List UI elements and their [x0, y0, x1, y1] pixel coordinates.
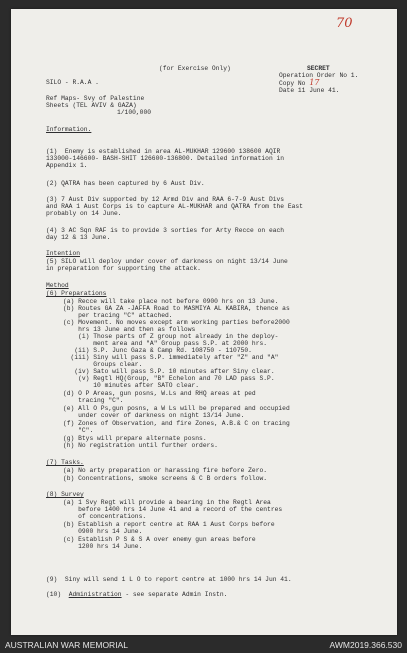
document-page: [11, 9, 397, 635]
secret-label: SECRET: [307, 65, 330, 72]
item-10: (10) Administration - see separate Admin Instn.: [46, 591, 228, 598]
intention-line: in preparation for supporting the attack.: [46, 265, 201, 272]
method-line: hrs 13 June and then as follows: [63, 326, 196, 333]
info-para-1-line: 133000-146600- BASH-SHIT 126600-136800. Detailed information in: [46, 155, 285, 162]
info-para-3-line: probably on 14 June.: [46, 210, 122, 217]
method-heading: Method: [46, 282, 69, 289]
info-para-1-line: Appendix 1.: [46, 162, 88, 169]
survey-heading: (8) Survey: [46, 491, 84, 498]
method-line: (a) Recce will take place not before 0900 hrs on 13 June.: [63, 298, 279, 305]
survey-line: of concentrations.: [63, 513, 147, 520]
method-line: (e) All O Ps,gun posns, a W Ls will be prepared and occupied: [63, 405, 290, 412]
tasks-line: (b) Concentrations, smoke screens & C B orders follow.: [63, 475, 268, 482]
method-line: (f) Zones of Observation, and fire Zones, A.B.& C on tracing: [63, 420, 290, 427]
method-line: (h) No registration until further orders.: [63, 442, 218, 449]
survey-line: (c) Establish P S & S A over enemy gun areas before: [63, 536, 256, 543]
method-line: per tracing "C" attached.: [63, 312, 173, 319]
info-para-3-line: (3) 7 Aust Div supported by 12 Armd Div and RAA 6-7-9 Aust Divs: [46, 196, 285, 203]
intention-heading: Intention: [46, 250, 81, 257]
tasks-line: (a) No arty preparation or harassing fire before Zero.: [63, 467, 268, 474]
info-para-4-line: (4) 3 AC Sqn RAF is to provide 3 sorties for Arty Recce on each: [46, 227, 285, 234]
method-line: 10 minutes after SATO clear.: [63, 382, 200, 389]
info-para-2-line: (2) QATRA has been captured by 6 Aust Div.: [46, 180, 205, 187]
method-line: (c) Movement. No moves except arm working parties before2000: [63, 319, 290, 326]
method-line: under cover of darkness on night 13/14 June.: [63, 412, 245, 419]
intention-line: (5) SILO will deploy under cover of darkness on night 13/14 June: [46, 258, 288, 265]
item-9: (9) Siny will send 1 L O to report centre at 1000 hrs 14 Jun 41.: [46, 576, 292, 583]
order-date: Date 11 June 41.: [279, 87, 340, 94]
method-line: (ii) S.P. Junc Gaza & Camp Rd. 108750 - 110750.: [63, 347, 252, 354]
ref-sheets: Sheets (TEL AVIV & GAZA): [46, 102, 137, 109]
info-para-4-line: day 12 & 13 June.: [46, 234, 111, 241]
survey-line: before 1400 hrs 14 June 41 and a record of the centres: [63, 506, 283, 513]
archive-footer: [0, 637, 407, 653]
survey-line: (b) Establish a report centre at RAA 1 Aust Corps before: [63, 521, 275, 528]
method-line: "C".: [63, 427, 94, 434]
tasks-heading: (7) Tasks.: [46, 459, 84, 466]
operation-order: Operation Order No 1.: [279, 72, 359, 79]
footer-credit: AUSTRALIAN WAR MEMORIAL: [5, 640, 128, 650]
method-line: ment area and "A" Group pass S.P. at 2000 hrs.: [63, 340, 268, 347]
survey-line: (a) 1 Svy Regt will provide a bearing in the Regtl Area: [63, 499, 271, 506]
pen-annotation: 70: [336, 16, 353, 31]
method-line: (i) Those parts of Z group not already in the deploy-: [63, 333, 279, 340]
info-para-3-line: and RAA 1 Aust Corps is to capture AL-MUKHAR and QATRA from the East: [46, 203, 303, 210]
method-line: tracing "C".: [63, 397, 124, 404]
method-line: (iv) Sato will pass S.P. 10 minutes after Siny clear.: [63, 368, 275, 375]
info-para-1-line: (1) Enemy is established in area AL-MUKHAR 129600 138600 AQIR: [46, 148, 281, 155]
survey-line: 0900 hrs 14 June.: [63, 528, 143, 535]
method-line: (iii) Siny will pass S.P. immediately after "Z" and "A": [63, 354, 279, 361]
document-body: [11, 9, 397, 635]
copy-number: Copy No 17: [279, 78, 320, 87]
map-scale: 1/100,000: [117, 109, 152, 116]
survey-line: 1200 hrs 14 June.: [63, 543, 143, 550]
information-heading: Information.: [46, 126, 92, 133]
method-line: (d) O P Areas, gun posns, W.Ls and RHQ areas at ped: [63, 390, 256, 397]
preparations-heading: (6) Preparations: [46, 290, 107, 297]
unit-name: SILO - R.A.A .: [46, 79, 99, 86]
method-line: (g) Btys will prepare alternate posns.: [63, 435, 207, 442]
method-line: Groups clear.: [63, 361, 143, 368]
footer-id: AWM2019.366.530: [329, 640, 402, 650]
exercise-note: (for Exercise Only): [159, 65, 231, 72]
ref-maps: Ref Maps- Svy of Palestine: [46, 95, 145, 102]
method-line: (v) Regtl HQ(Group, "B" Echelon and 70 LAD pass S.P.: [63, 375, 275, 382]
method-line: (b) Routes GA ZA -JAFFA Road to MASMIYA AL KABIRA, thence as: [63, 305, 290, 312]
